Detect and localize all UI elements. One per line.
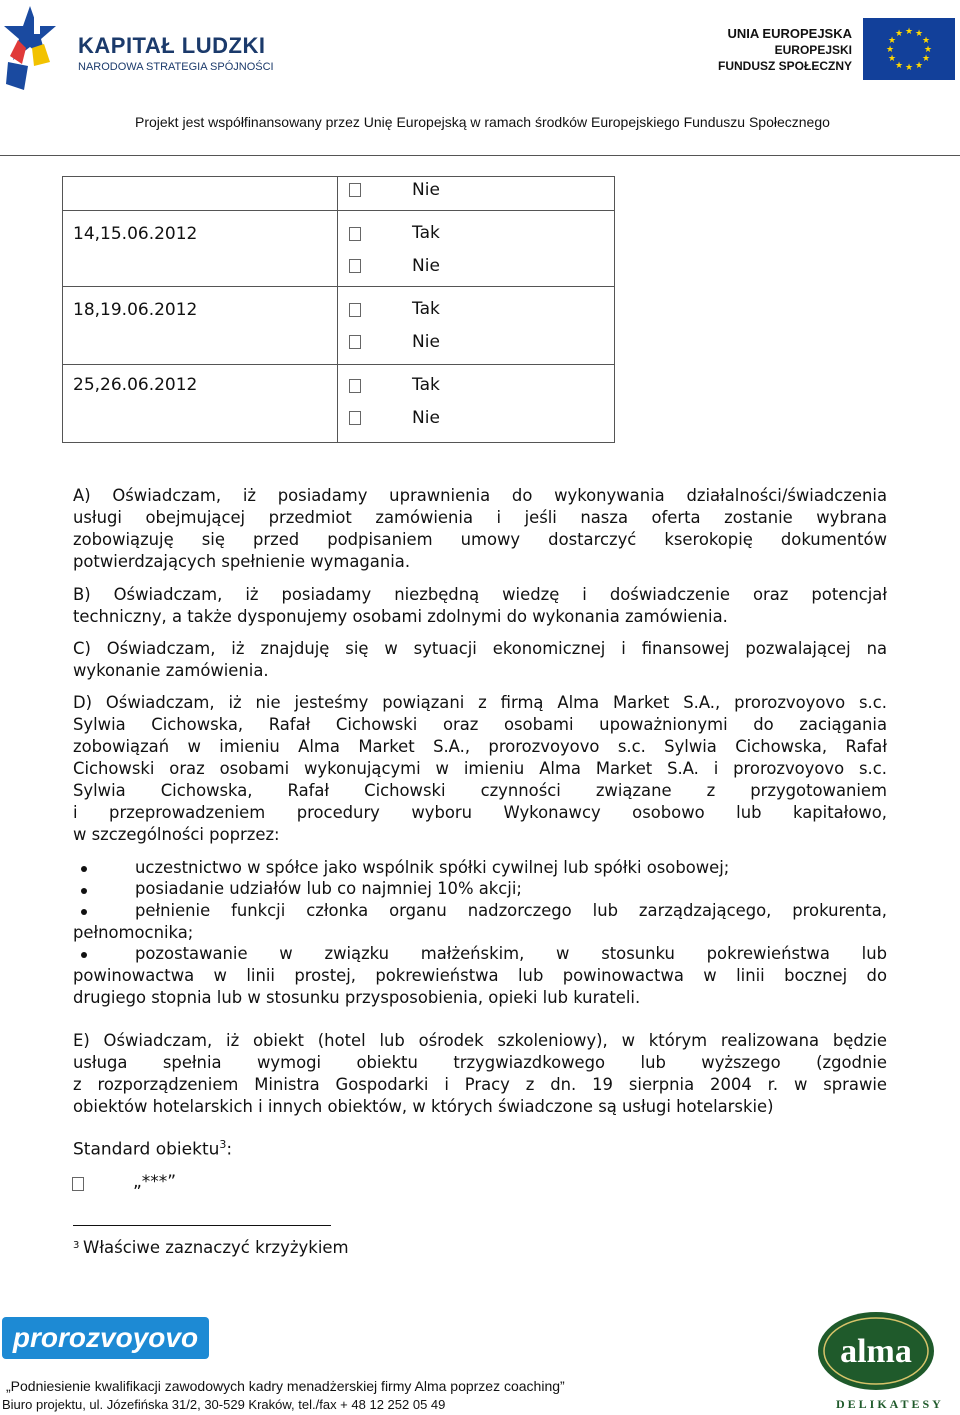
statement-line: Cichowski oraz osobami wykonującymi w imieniu Alma Market S.A. i prorozvoyovo s.c. — [73, 759, 887, 778]
statement-line: C) Oświadczam, iż znajduję się w sytuacji ekonomicznej i finansowej pozwalającej na — [73, 639, 887, 658]
date-label: 14,15.06.2012 — [73, 224, 198, 244]
statement-line: zobowiązań w imieniu Alma Market S.A., prorozvoyovo s.c. Sylwia Cichowska, Rafał — [73, 737, 887, 756]
prorozvoyovo-logo: prorozvoyovo — [2, 1317, 209, 1359]
table-cell-options — [338, 365, 615, 443]
svg-text:★: ★ — [914, 29, 924, 39]
eu-subtitle-2: FUNDUSZ SPOŁECZNY — [717, 59, 852, 73]
list-item-text: posiadanie udziałów lub co najmniej 10% akcji; — [135, 879, 522, 898]
checkbox[interactable] — [349, 303, 361, 317]
list-item — [135, 943, 887, 965]
option-label: Tak — [412, 375, 440, 395]
bullet-icon — [81, 909, 87, 915]
list-item-continuation — [73, 922, 887, 944]
bullet-icon — [81, 866, 87, 872]
statement-line: D) Oświadczam, iż nie jesteśmy powiązani z firmą Alma Market S.A., prorozvoyovo s.c. — [73, 693, 887, 712]
svg-text:★: ★ — [885, 45, 895, 55]
svg-text:★: ★ — [894, 29, 904, 39]
table-cell-date — [63, 365, 338, 443]
list-item-text: pełnienie funkcji członka organu nadzorczego lub zarządzającego, prokurenta, — [135, 901, 887, 920]
table-cell-options — [338, 211, 615, 287]
svg-text:★: ★ — [904, 63, 914, 73]
date-label: 25,26.06.2012 — [73, 375, 198, 395]
checkbox[interactable] — [349, 259, 361, 273]
option-label: Nie — [412, 256, 440, 276]
option-label: Nie — [412, 408, 440, 428]
kapital-ludzki-subtitle: NARODOWA STRATEGIA SPÓJNOŚCI — [78, 61, 274, 73]
statement-line: E) Oświadczam, iż obiekt (hotel lub ośrodek szkoleniowy), w którym realizowana będzie — [73, 1031, 887, 1050]
kapital-ludzki-title: KAPITAŁ LUDZKI — [78, 33, 266, 58]
statement-line: obiektów hotelarskich i innych obiektów, w których świadczone są usługi hotelarskie) — [73, 1097, 774, 1116]
delikatesy-label: DELIKATESY — [836, 1397, 944, 1411]
table-cell-date — [63, 211, 338, 287]
option-label: Tak — [412, 299, 440, 319]
svg-text:★: ★ — [894, 61, 904, 71]
statement-line: w szczególności poprzez: — [73, 825, 280, 844]
standard-colon: : — [226, 1139, 233, 1160]
statement-d — [73, 692, 887, 846]
svg-text:★: ★ — [887, 36, 897, 46]
statement-line: wykonanie zamówienia. — [73, 661, 269, 680]
standard-checkbox[interactable] — [72, 1177, 84, 1191]
checkbox[interactable] — [349, 183, 361, 197]
checkbox[interactable] — [349, 379, 361, 393]
alma-wordmark: alma — [840, 1333, 912, 1370]
statement-line: Sylwia Cichowska, Rafał Cichowski czynności związane z przygotowaniem — [73, 781, 887, 800]
list-item-text: powinowactwa w linii prostej, pokrewieństwa lub powinowactwa w linii bocznej do — [73, 966, 887, 985]
option-label: Tak — [412, 223, 440, 243]
eu-flag-icon — [863, 18, 955, 80]
statement-line: potwierdzających spełnienie wymagania. — [73, 552, 411, 571]
statement-e — [73, 1030, 887, 1118]
statement-line: B) Oświadczam, iż posiadamy niezbędną wiedzę i doświadczenie oraz potencjał — [73, 585, 887, 604]
checkbox[interactable] — [349, 227, 361, 241]
footnote-text: Właściwe zaznaczyć krzyżykiem — [83, 1238, 349, 1257]
statement-line: usługi obejmującej przedmiot zamówienia i jeśli nasza oferta zostanie wybrana — [73, 508, 887, 527]
statement-line: zobowiązuję się przed podpisaniem umowy dostarczyć kserokopię dokumentów — [73, 530, 887, 549]
footer-project-title: „Podniesienie kwalifikacji zawodowych kadry menadżerskiej firmy Alma poprzez coaching” — [6, 1378, 565, 1394]
statement-line: z rozporządzeniem Ministra Gospodarki i Pracy z dn. 19 sierpnia 2004 r. w sprawie — [73, 1075, 887, 1094]
list-item-continuation — [73, 965, 887, 1009]
svg-text:★: ★ — [921, 36, 931, 46]
statement-line: i przeprowadzeniem procedury wyboru Wykonawcy osobowo lub kapitałowo, — [73, 803, 887, 822]
svg-text:★: ★ — [921, 54, 931, 64]
list-item-text: pełnomocnika; — [73, 923, 194, 942]
eu-title: UNIA EUROPEJSKA — [727, 26, 852, 41]
list-item-text: drugiego stopnia lub w stosunku przysposobienia, opieki lub kurateli. — [73, 988, 641, 1007]
list-item — [135, 857, 887, 879]
footnote-rule — [73, 1225, 331, 1226]
list-item-text: uczestnictwo w spółce jako wspólnik spółki cywilnej lub spółki osobowej; — [135, 858, 730, 877]
list-item — [135, 878, 887, 900]
checkbox[interactable] — [349, 335, 361, 349]
statement-line: techniczny, a także dysponujemy osobami zdolnymi do wykonania zamówienia. — [73, 607, 728, 626]
date-label: 18,19.06.2012 — [73, 300, 198, 320]
list-item-text: pozostawanie w związku małżeńskim, w stosunku pokrewieństwa lub — [135, 944, 887, 963]
footnote-number: 3 — [73, 1240, 80, 1251]
list-item — [135, 900, 887, 922]
statement-line: Sylwia Cichowska, Rafał Cichowski oraz osobami upoważnionymi do zaciągania — [73, 715, 887, 734]
checkbox[interactable] — [349, 411, 361, 425]
statement-b — [73, 584, 887, 628]
statement-line: usługa spełnia wymogi obiektu trzygwiazdkowego lub wyższego (zgodnie — [73, 1053, 887, 1072]
svg-text:★: ★ — [904, 27, 914, 37]
standard-label-text: Standard obiektu — [73, 1139, 220, 1160]
standard-label — [73, 1138, 232, 1160]
bullet-icon — [81, 888, 87, 894]
project-cofinancing-line: Projekt jest współfinansowany przez Unię Europejską w ramach środków Europejskiego Funduszu Społecznego — [135, 114, 830, 130]
bullet-icon — [81, 952, 87, 958]
svg-text:★: ★ — [887, 54, 897, 64]
kapital-ludzki-logo-icon — [4, 4, 56, 92]
option-label: Nie — [412, 180, 440, 200]
header-divider — [0, 155, 960, 156]
statement-a — [73, 485, 887, 573]
statement-line: A) Oświadczam, iż posiadamy uprawnienia do wykonywania działalności/świadczenia — [73, 486, 887, 505]
svg-text:★: ★ — [923, 45, 933, 55]
eu-subtitle-1: EUROPEJSKI — [774, 43, 852, 57]
option-label: Nie — [412, 332, 440, 352]
table-cell-date — [63, 287, 338, 365]
standard-option: „***” — [133, 1172, 177, 1192]
statement-c — [73, 638, 887, 682]
alma-logo-icon — [816, 1310, 936, 1392]
footer-address: Biuro projektu, ul. Józefińska 31/2, 30-529 Kraków, tel./fax + 48 12 252 05 49 — [2, 1397, 446, 1412]
dates-table — [62, 176, 615, 443]
table-cell-options — [338, 287, 615, 365]
svg-text:★: ★ — [914, 61, 924, 71]
footnote-ref: 3 — [219, 1138, 227, 1151]
table-cell-options — [338, 177, 615, 211]
table-cell-date — [63, 177, 338, 211]
